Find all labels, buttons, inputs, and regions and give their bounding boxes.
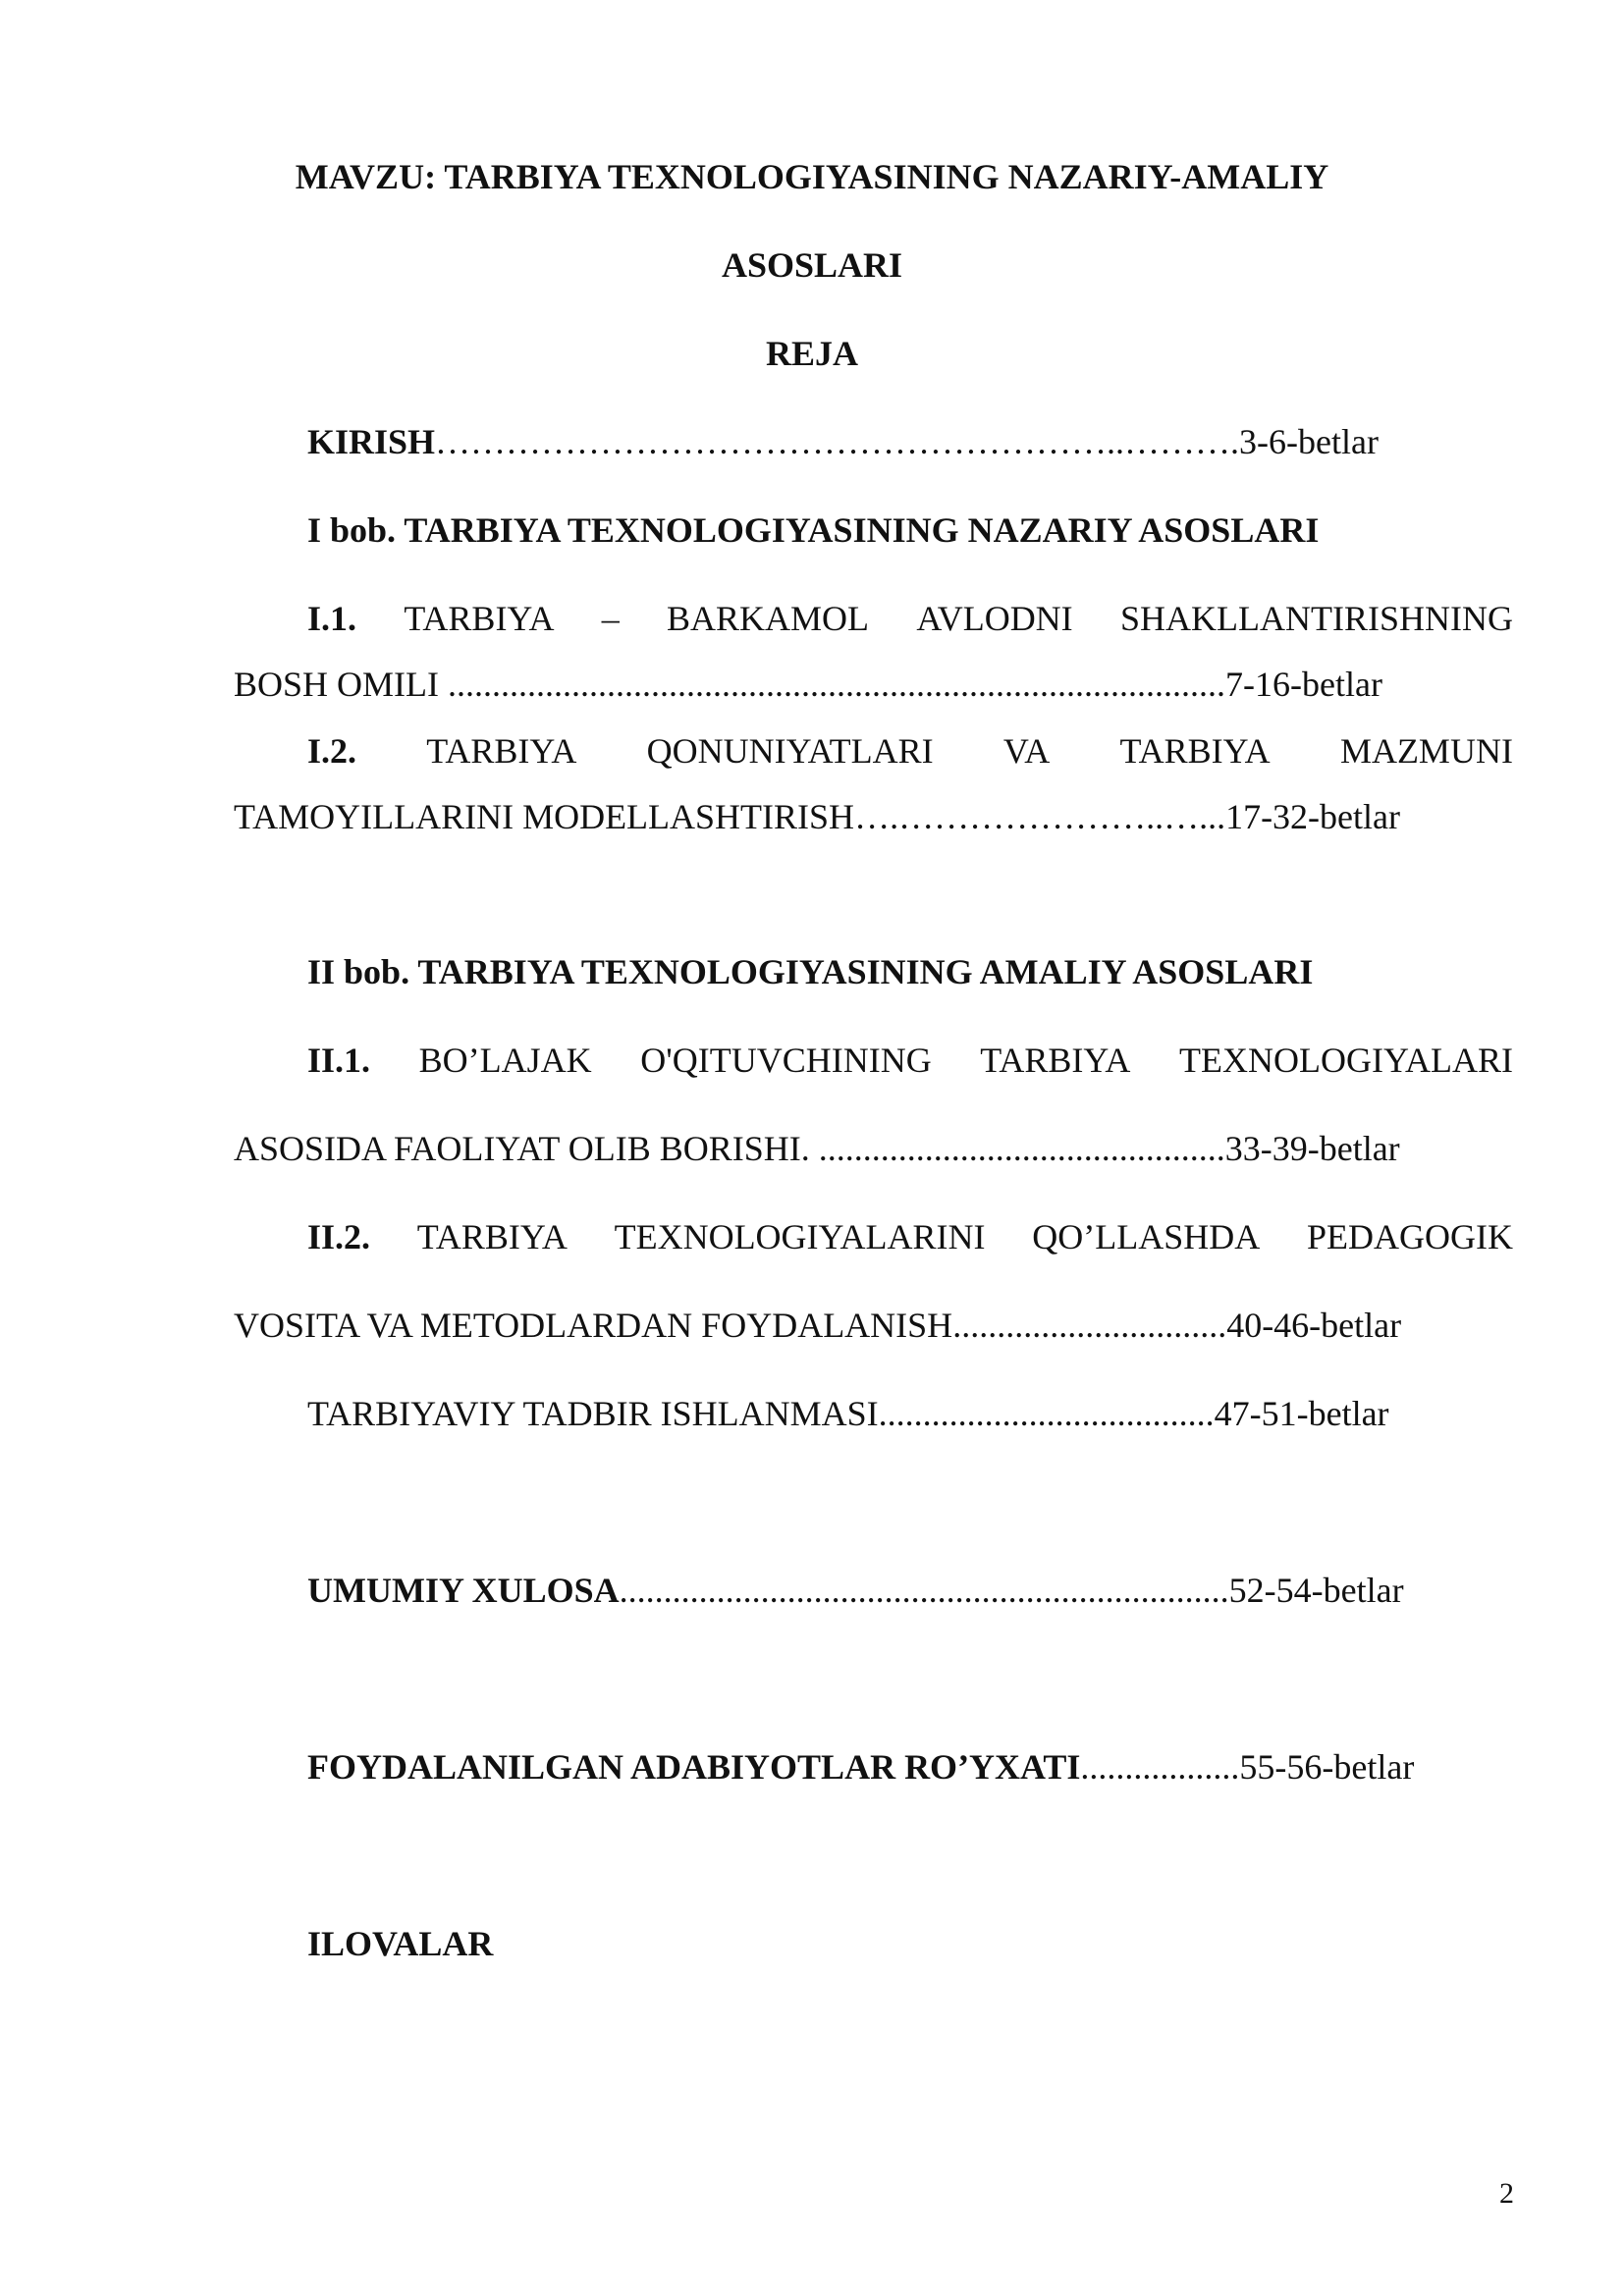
toc-entry-i1-line2 <box>234 663 1382 706</box>
word: SHAKLLANTIRISHNING <box>1119 599 1513 638</box>
toc-entry-appendix: ILOVALAR <box>307 1924 494 1963</box>
title-line-1: MAVZU: TARBIYA TEXNOLOGIYASINING NAZARIY-AMALIY <box>295 157 1329 196</box>
word: PEDAGOGIK <box>1306 1217 1513 1256</box>
word: TEXNOLOGIYALARI <box>1179 1041 1513 1080</box>
toc-ii2-text: VOSITA VA METODLARDAN FOYDALANISH <box>234 1306 953 1345</box>
toc-entry-references <box>307 1745 1414 1789</box>
toc-references-pages: 55-56-betlar <box>1239 1747 1415 1787</box>
toc-ii2-pages: 40-46-betlar <box>1226 1306 1402 1345</box>
toc-ii2-leader: ............................... <box>952 1306 1227 1345</box>
toc-conclusion-label: UMUMIY XULOSA <box>307 1571 620 1610</box>
toc-conclusion-pages: 52-54-betlar <box>1228 1571 1404 1610</box>
word: VA <box>1002 731 1051 771</box>
section-number: I.1. <box>307 599 357 638</box>
chapter1-heading: I bob. TARBIYA TEXNOLOGIYASINING NAZARIY ASOSLARI <box>307 510 1320 550</box>
toc-entry-event <box>307 1392 1389 1435</box>
word: TARBIYA <box>980 1041 1131 1080</box>
toc-conclusion-leader: ..................................................................... <box>619 1571 1229 1610</box>
word: TEXNOLOGIYALARINI <box>614 1217 986 1256</box>
word: TARBIYA <box>426 731 577 771</box>
toc-i1-pages: 7-16-betlar <box>1225 665 1382 704</box>
title-line-2: ASOSLARI <box>721 245 903 285</box>
word: BARKAMOL <box>667 599 870 638</box>
toc-event-label: TARBIYAVIY TADBIR ISHLANMASI <box>307 1394 879 1433</box>
plan-heading: REJA <box>765 334 858 373</box>
toc-entry-i2-line2 <box>234 795 1400 838</box>
section-number: II.1. <box>307 1041 371 1080</box>
word: QO’LLASHDA <box>1032 1217 1261 1256</box>
word: TARBIYA <box>404 599 555 638</box>
toc-entry-ii1-line2 <box>234 1127 1400 1170</box>
toc-intro-label: KIRISH <box>307 422 436 461</box>
toc-references-label: FOYDALANILGAN ADABIYOTLAR RO’YXATI <box>307 1747 1081 1787</box>
word: O'QITUVCHINING <box>640 1041 932 1080</box>
toc-intro-leader: …………………………………………………..………. <box>435 422 1240 461</box>
word: BO’LAJAK <box>418 1041 592 1080</box>
section-number: I.2. <box>307 731 357 771</box>
toc-i1-text: BOSH OMILI <box>234 665 449 704</box>
word: QONUNIYATLARI <box>646 731 934 771</box>
toc-entry-ii2-line2 <box>234 1304 1401 1347</box>
toc-ii1-leader: .............................................. <box>818 1129 1225 1168</box>
word: TARBIYA <box>416 1217 568 1256</box>
word: MAZMUNI <box>1339 731 1513 771</box>
toc-ii1-pages: 33-39-betlar <box>1224 1129 1400 1168</box>
section-number: II.2. <box>307 1217 371 1256</box>
toc-entry-ii1-line1 <box>307 1039 1513 1082</box>
toc-intro-pages: 3-6-betlar <box>1239 422 1379 461</box>
word: – <box>601 599 620 638</box>
toc-ii1-text: ASOSIDA FAOLIYAT OLIB BORISHI. <box>234 1129 819 1168</box>
toc-entry-conclusion <box>307 1569 1404 1612</box>
chapter2-heading: II bob. TARBIYA TEXNOLOGIYASINING AMALIY ASOSLARI <box>307 952 1314 991</box>
word: TARBIYA <box>1119 731 1271 771</box>
toc-entry-ii2-line1 <box>307 1215 1513 1258</box>
toc-entry-i2-line1 <box>307 729 1513 773</box>
toc-event-leader: ...................................... <box>878 1394 1215 1433</box>
toc-references-leader: .................. <box>1080 1747 1240 1787</box>
word: AVLODNI <box>916 599 1073 638</box>
page-number: 2 <box>1499 2177 1514 2210</box>
toc-event-pages: 47-51-betlar <box>1214 1394 1389 1433</box>
toc-i2-text: TAMOYILLARINI MODELLASHTIRISH <box>234 797 855 836</box>
toc-i2-pages: 17-32-betlar <box>1225 797 1400 836</box>
toc-i2-leader: ….…………………..…... <box>854 797 1226 836</box>
toc-i1-leader: ........................................................................................ <box>448 665 1226 704</box>
toc-entry-intro <box>307 420 1379 463</box>
toc-entry-i1-line1 <box>307 597 1513 640</box>
